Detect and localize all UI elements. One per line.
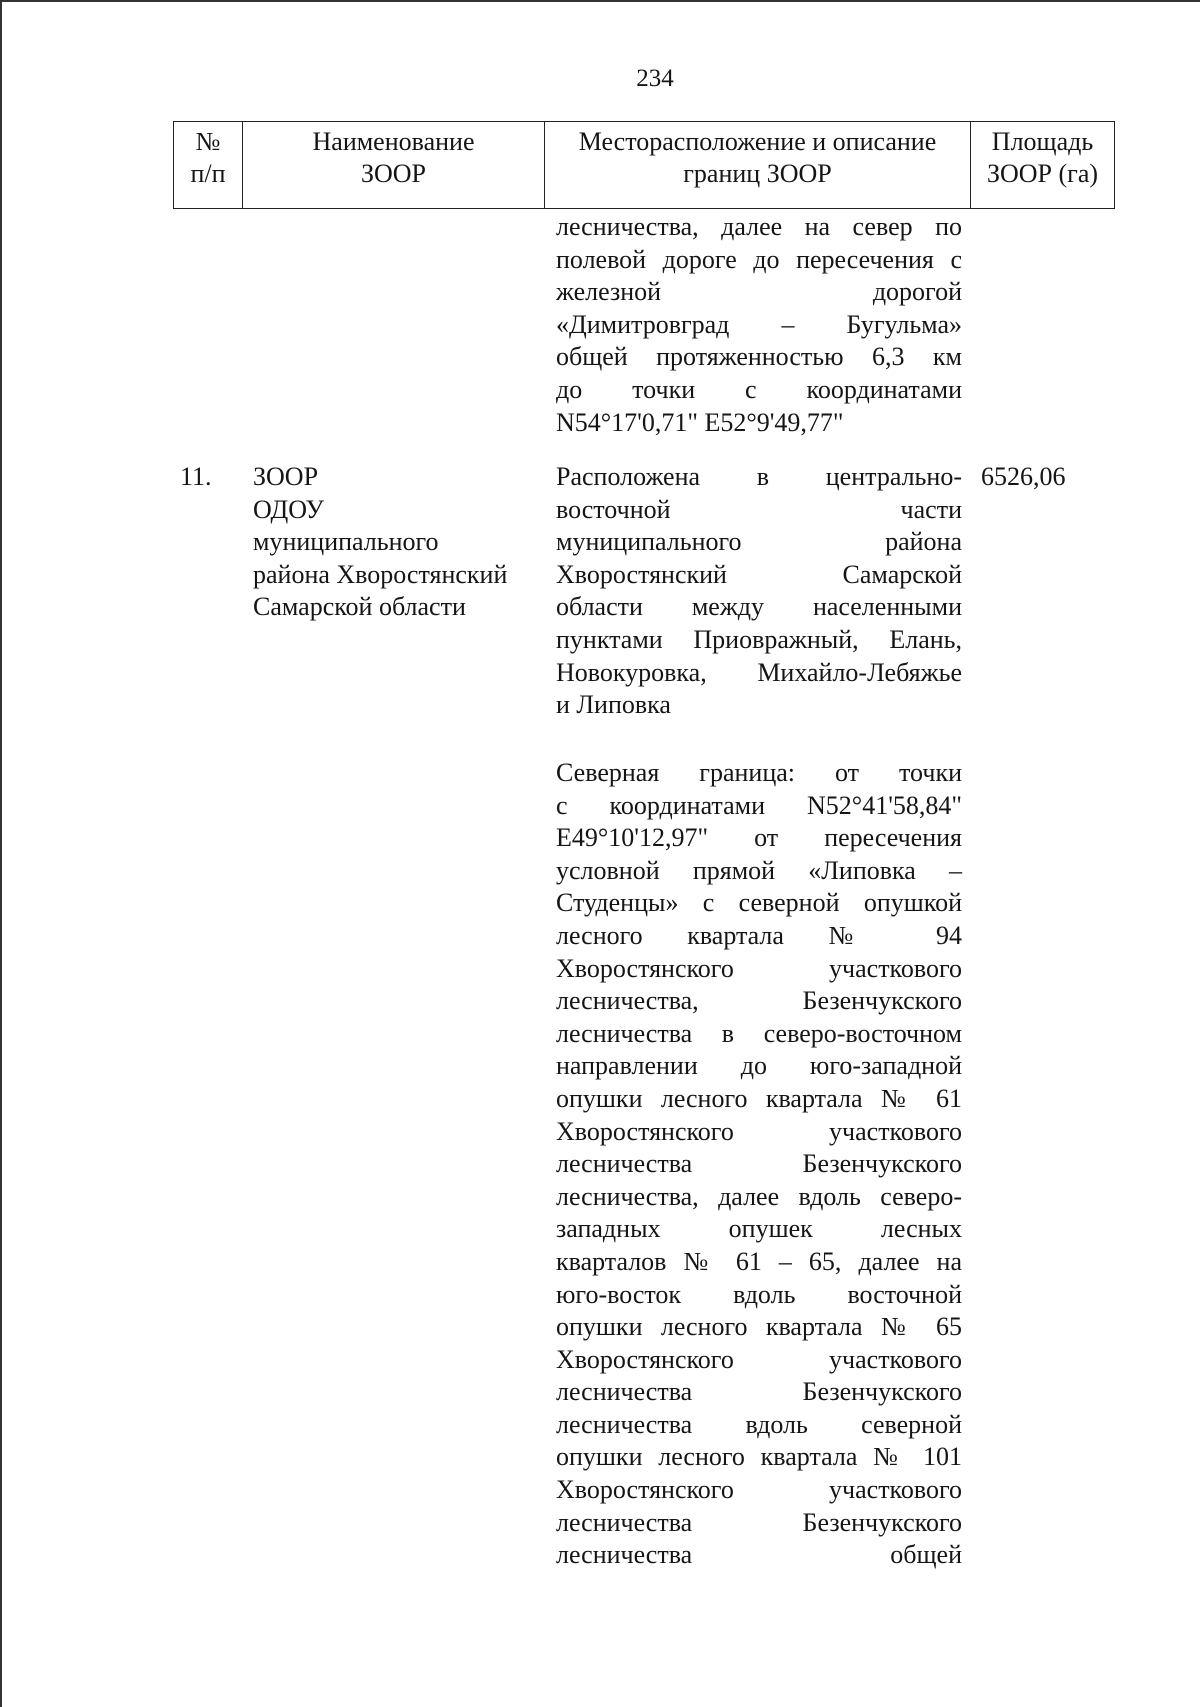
text-line: западных опушек лесных: [556, 1214, 962, 1244]
text-line: «Димитровград – Бугульма»: [556, 309, 962, 339]
header-location-cell: [545, 122, 971, 209]
text-line: направлении до юго-западной: [556, 1051, 962, 1081]
row-number: 11.: [180, 462, 212, 491]
text-line: Студенцы» с северной опушкой: [556, 888, 962, 918]
text-line: Хворостянского участкового: [556, 1116, 962, 1146]
zoor-name-line: Самарской области: [253, 592, 466, 622]
text-line: восточной части: [556, 494, 962, 524]
header-name-line2: ЗООР: [360, 159, 427, 188]
text-line: N54°17'0,71" E52°9'49,77": [556, 407, 844, 437]
text-line: Хворостянского участкового: [556, 1344, 962, 1374]
text-line: опушки лесного квартала № 61: [556, 1083, 962, 1113]
text-line: до точки с координатами: [556, 374, 962, 404]
zoor-name: [253, 461, 553, 624]
header-name-line1: Наименование: [312, 127, 475, 156]
text-line: Северная граница: от точки: [556, 758, 962, 787]
zoor-area: 6526,06: [981, 462, 1066, 491]
text-line: железной дорогой: [556, 277, 962, 307]
text-line: полевой дороге до пересечения с: [556, 244, 962, 274]
text-line: Хворостянского участкового: [556, 1475, 962, 1505]
text-line: Расположена в центрально-: [556, 462, 962, 491]
zoor-name-line: района Хворостянский: [253, 559, 508, 589]
text-line: опушки лесного квартала № 101: [556, 1442, 962, 1472]
header-number-line2: п/п: [190, 159, 226, 188]
header-area-line1: Площадь: [991, 127, 1094, 156]
header-number-line1: №: [195, 127, 221, 156]
page-number: 234: [636, 65, 674, 92]
text-line: с координатами N52°41'58,84": [556, 790, 962, 820]
zoor-name-line: муниципального: [253, 527, 439, 557]
text-line: лесничества, далее вдоль северо-: [556, 1181, 962, 1211]
text-line: лесного квартала № 94: [556, 920, 962, 950]
text-line: лесничества общей: [556, 1540, 962, 1570]
header-location-line1: Месторасположение и описание: [578, 127, 937, 156]
text-line: условной прямой «Липовка –: [556, 855, 962, 885]
header-area-line2: ЗООР (га): [986, 159, 1099, 188]
header-location-line2: границ ЗООР: [683, 159, 832, 188]
text-line: лесничества, далее на север по: [556, 212, 962, 241]
text-line: общей протяженностью 6,3 км: [556, 342, 962, 372]
table-header: [173, 121, 1115, 209]
text-line: юго-восток вдоль восточной: [556, 1279, 962, 1309]
text-line: муниципального района: [556, 527, 962, 557]
text-line: Хворостянского участкового: [556, 953, 962, 983]
text-line: E49°10'12,97" от пересечения: [556, 823, 962, 853]
text-line: области между населенными: [556, 592, 962, 622]
zoor-name-line: ЗООР: [253, 462, 319, 491]
header-number-cell: [174, 122, 243, 209]
continuation-location-text: [556, 211, 962, 439]
north-boundary-description: [556, 757, 962, 1572]
text-line: лесничества в северо-восточном: [556, 1018, 962, 1048]
text-line: пунктами Приовражный, Елань,: [556, 624, 962, 654]
text-line: и Липовка: [556, 690, 671, 720]
text-line: лесничества вдоль северной: [556, 1409, 962, 1439]
text-line: Хворостянский Самарской: [556, 559, 962, 589]
text-line: лесничества, Безенчукского: [556, 986, 962, 1016]
text-line: лесничества Безенчукского: [556, 1507, 962, 1537]
text-line: лесничества Безенчукского: [556, 1377, 962, 1407]
text-line: опушки лесного квартала № 65: [556, 1312, 962, 1342]
text-line: лесничества Безенчукского: [556, 1149, 962, 1179]
text-line: Новокуровка, Михайло-Лебяжье: [556, 657, 962, 687]
zoor-name-line: ОДОУ: [253, 494, 324, 524]
header-name-cell: [243, 122, 545, 209]
text-line: кварталов № 61 – 65, далее на: [556, 1246, 962, 1276]
location-intro: [556, 461, 962, 722]
header-area-cell: [971, 122, 1115, 209]
